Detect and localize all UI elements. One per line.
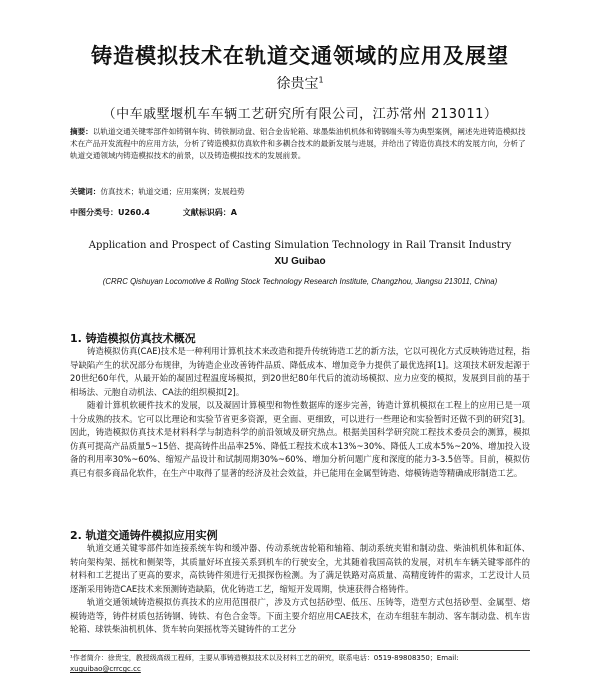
english-title: Application and Prospect of Casting Simulation Technology in Rail Transit Industry: [88, 240, 512, 251]
author-name: 徐贵宝: [276, 76, 319, 92]
section-heading: 1. 铸造模拟仿真技术概况: [70, 332, 196, 345]
section-heading: 2. 轨道交通铸件模拟应用实例: [70, 529, 218, 542]
english-affiliation: (CRRC Qishuyan Locomotive & Rolling Stock Technology Research Institute, Changzhou, Jiangsu 213011, China): [102, 277, 498, 286]
affiliation: （中车戚墅堰机车车辆工艺研究所有限公司，江苏常州 213011）: [102, 107, 498, 122]
keywords: [70, 186, 530, 198]
footnote-text: ¹作者简介：徐贵宝，教授级高级工程师，主要从事铸造模拟技术以及材料工艺的研究，联系电话：0519-89808350；Email:: [70, 654, 459, 662]
classification-line: [70, 207, 237, 218]
document-code: 文献标识码：A: [182, 208, 237, 217]
footnote: [70, 653, 530, 675]
body-paragraph: 轨道交通领域铸造模拟仿真技术的应用范围很广，涉及方式包括砂型、低压、压铸等，造型方式包括砂型、金属型、熔模铸造等，铸件材质包括铸钢、铸铁、有色合金等。下面主要介绍应用CAE技术，在动车组驻车制动、客车制动盘、机车齿轮箱、球铁柴油机机体、货车转向架摇枕等关键铸件的工艺分: [70, 597, 530, 634]
abstract-text: 以轨道交通关键零部件如铸钢车钩、铸铁制动盘、铝合金齿轮箱、球墨柴油机机体和铸钢端头等为典型案例，阐述先进铸造模拟技术在产品开发流程中的应用方法，分析了铸造模拟仿真软件和多耦合技术的最新发展与进展，并给出了铸造仿真技术的发展方向，分析了轨道交通领域内铸造模拟技术的前景，以及铸造模拟技术的发展前景。: [70, 127, 526, 160]
body-paragraph: 铸造模拟仿真(CAE)技术是一种利用计算机技术来改造和提升传统铸造工艺的新方法，它以可视化方式反映铸造过程，指导缺陷产生的状况部分布规律，为铸造企业改善铸件品质、降低成本、增加竞争力提供了最优选择[1]。这项技术研发起源于20世纪60年代，从最开始的凝固过程温度场模拟，到20世纪80年代后的流动场模拟、应力应变的模拟，发展到目前的基于相场法、元胞自动机法、CA法的组织模拟[2]。: [70, 346, 530, 397]
footnote-email[interactable]: xuguibao@crrcgc.cc: [70, 665, 141, 673]
abstract-label: 摘要：: [70, 127, 93, 136]
paper-title: 铸造模拟技术在轨道交通领域的应用及展望: [91, 44, 509, 68]
keywords-label: 关键词：: [70, 187, 101, 196]
keywords-text: 仿真技术；轨道交通；应用案例；发展趋势: [100, 187, 245, 196]
body-paragraph: 随着计算机软硬件技术的发展，以及凝固计算模型和物性数据库的逐步完善，铸造计算机模拟在工程上的应用已是一项十分成熟的技术。它可以比理论和实验节省更多资源，更全面、更细致，可以进行一些理论和实验暂时还做不到的研究[3]。因此，铸造模拟仿真技术是材料科学与制造科学的前沿领域及研究热点。根据美国科学研究院工程技术委员会的测算，模拟仿真可提高产品质量5~15倍、提高铸件出品率25%、降低工程技术成本13%~30%、降低人工成本5%~20%、增加投入设备的利用率30%~60%、缩短产品设计和试制周期30%~60%、增加分析问题广度和深度的能力3-3.5倍等。目前，模拟仿真已有很多商品化软件，在生产中取得了显著的经济及社会效益，并已能用在金属型铸造、熔模铸造等精确成形制造工艺。: [70, 400, 530, 478]
body-paragraph: 轨道交通关键零部件如连接系统车钩和缓冲器、传动系统齿轮箱和轴箱、制动系统夹钳和制动盘、柴油机机体和缸体、转向架构架、摇枕和侧架等，其质量好坏直接关系到机车的行驶安全，尤其随着我国高铁的发展，对机车车辆关键零部件的材料和工艺提出了更高的要求，高铁铸件须进行无损探伤检测。为了满足铁路对高质量、高精度铸件的需求，工艺设计人员逐渐采用铸造CAE技术来预测铸造缺陷，优化铸造工艺，缩短开发周期，快速获得合格铸件。: [70, 543, 530, 594]
author-line: [0, 73, 600, 93]
author-footnote-mark: 1: [318, 75, 324, 85]
english-author: XU Guibao: [274, 256, 326, 267]
abstract: [70, 126, 530, 162]
clc-number: 中图分类号：U260.4: [70, 208, 150, 217]
footnote-divider: [70, 650, 530, 651]
